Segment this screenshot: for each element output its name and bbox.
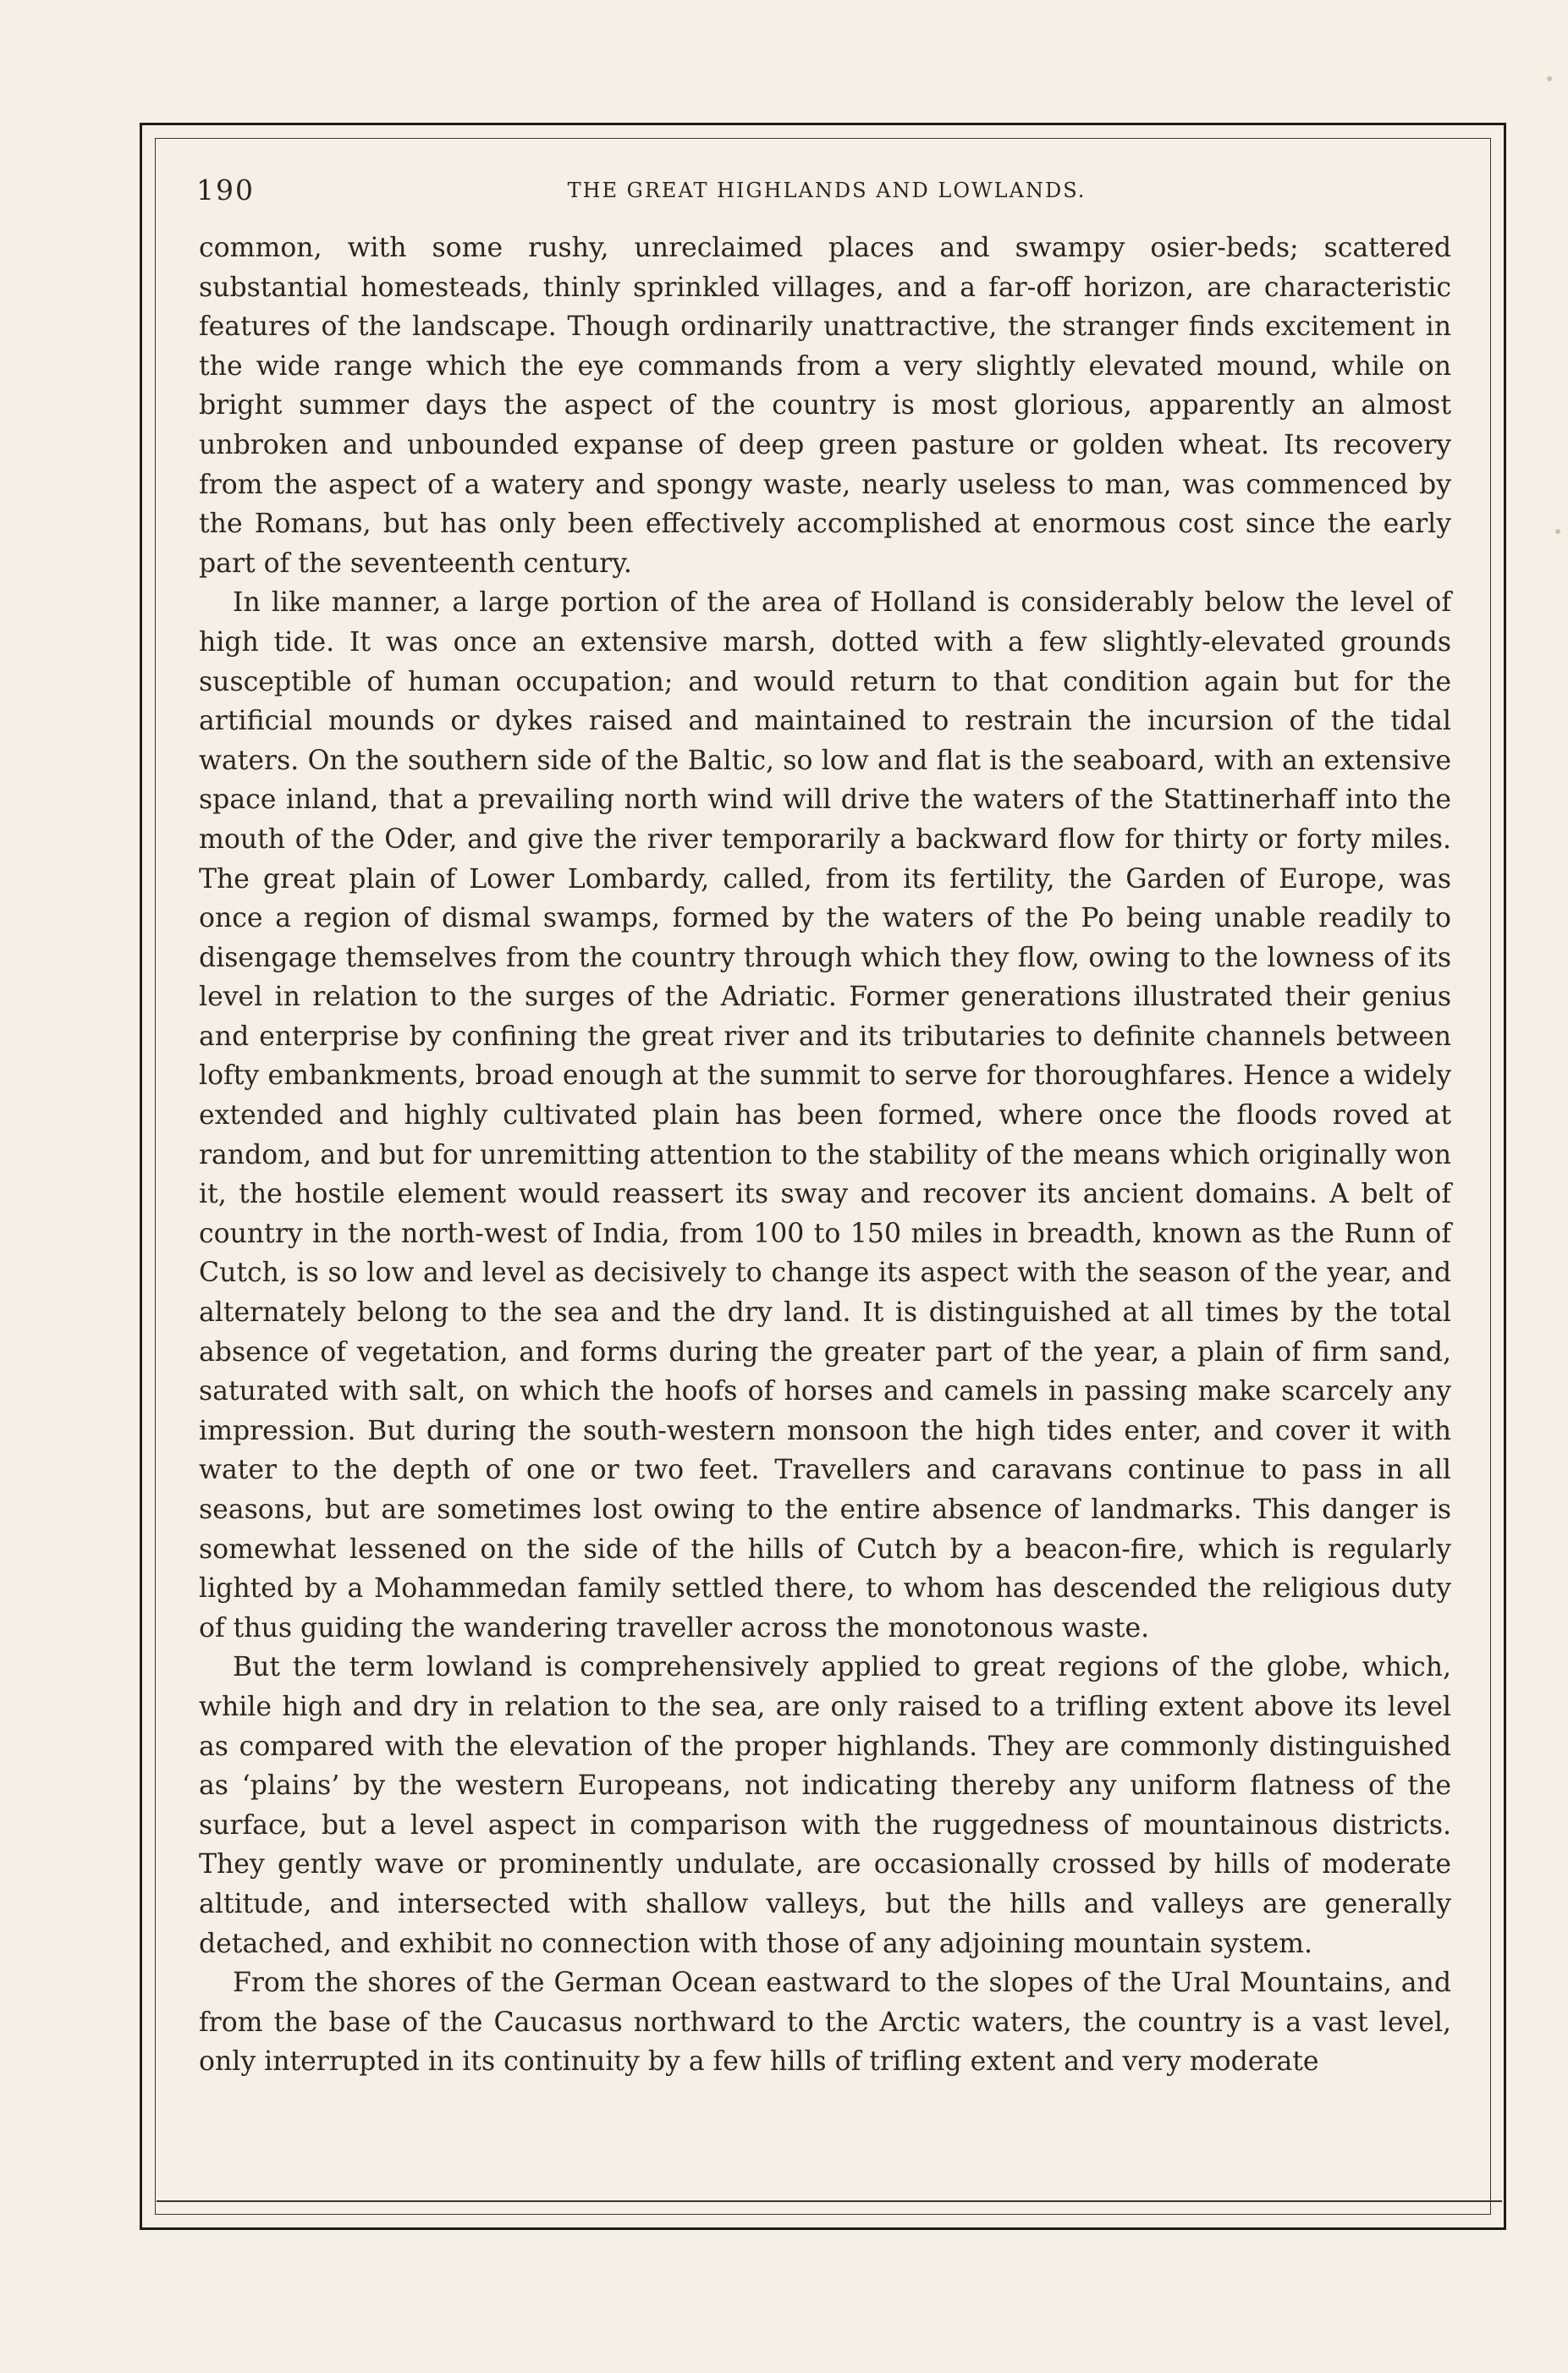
paper-speck [1547,76,1552,81]
page-header [196,173,1457,216]
paragraph: In like manner, a large portion of the area of Holland is considerably below the level of high tide. It was once an extensive marsh, dotted with a few slightly-elevated grounds susceptible of human occupation; and would return to that condition again but for the artificial mounds or dykes raised and maintained to restrain the incursion of the tidal waters. On the southern side of the Baltic, so low and flat is the seaboard, with an extensive space inland, that a prevailing north wind will drive the waters of the Stattinerhaff into the mouth of the Oder, and give the river temporarily a backward flow for thirty or forty miles. The great plain of Lower Lombardy, called, from its fertility, the Garden of Europe, was once a region of dismal swamps, formed by the waters of the Po being unable readily to disengage themselves from the country through which they flow, owing to the lowness of its level in relation to the surges of the Adriatic. Former generations illustrated their genius and enterprise by confining the great river and its tributaries to definite channels between lofty embankments, broad enough at the summit to serve for thoroughfares. Hence a widely extended and highly cultivated plain has been formed, where once the floods roved at random, and but for unremitting attention to the stability of the means which originally won it, the hostile element would reassert its sway and recover its ancient domains. A belt of country in the north-west of India, from 100 to 150 miles in breadth, known as the Runn of Cutch, is so low and level as decisively to change its aspect with the season of the year, and alternately belong to the sea and the dry land. It is distinguished at all times by the total absence of vegetation, and forms during the greater part of the year, a plain of firm sand, saturated with salt, on which the hoofs of horses and camels in passing make scarcely any impression. But during the south-western monsoon the high tides enter, and cover it with water to the depth of one or two feet. Travellers and caravans continue to pass in all seasons, but are sometimes lost owing to the entire absence of landmarks. This danger is somewhat lessened on the side of the hills of Cutch by a beacon-fire, which is regularly lighted by a Mohammedan family settled there, to whom has descended the religious duty of thus guiding the wandering traveller across the monotonous waste. [199,587,1451,1643]
body-text [199,228,1451,2082]
paragraph: But the term lowland is comprehensively applied to great regions of the globe, which, while high and dry in relation to the sea, are only raised to a trifling extent above its level as compared with the elevation of the proper highlands. They are commonly distinguished as ‘plains’ by the western Europeans, not indicating thereby any uniform flatness of the surface, but a level aspect in comparison with the ruggedness of mountainous districts. They gently wave or prominently undulate, are occasionally crossed by hills of moderate altitude, and intersected with shallow valleys, but the hills and valleys are generally detached, and exhibit no connection with those of any adjoining mountain system. [199,1652,1451,1959]
paper-speck [1555,529,1560,534]
paragraph-continued: common, with some rushy, unreclaimed places and swampy osier-beds; scattered substantial homesteads, thinly sprinkled villages, and a far-off horizon, are characteristic features of the landscape. Though ordinarily unattractive, the stranger finds excitement in the wide range which the eye commands from a very slightly elevated mound, while on bright summer days the aspect of the country is most glorious, apparently an almost unbroken and unbounded expanse of deep green pasture or golden wheat. Its recovery from the aspect of a watery and spongy waste, nearly useless to man, was commenced by the Romans, but has only been effectively accomplished at enormous cost since the early part of the seventeenth century. [199,233,1451,579]
running-title: THE GREAT HIGHLANDS AND LOWLANDS. [567,179,1087,202]
page-number: 190 [196,173,255,206]
paragraph: From the shores of the German Ocean eastward to the slopes of the Ural Mountains, and from the base of the Caucasus northward to the Arctic waters, the country is a vast level, only interrupted in its continuity by a few hills of trifling extent and very moderate [199,1968,1451,2078]
bottom-rule [157,2200,1502,2202]
